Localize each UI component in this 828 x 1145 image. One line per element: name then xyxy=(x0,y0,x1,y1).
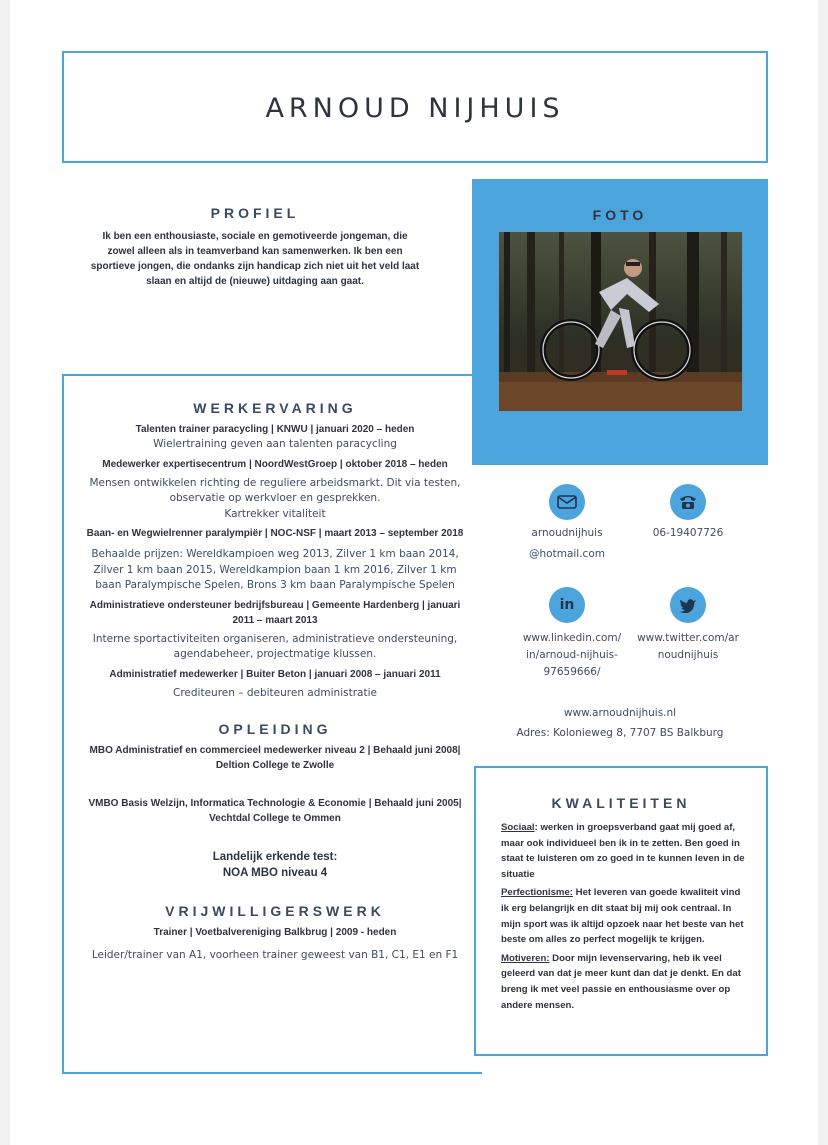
job-heading: Administratief medewerker | Buiter Beton | januari 2008 – januari 2011 xyxy=(109,668,441,680)
left-column-content xyxy=(80,400,470,964)
twitter-line-2: noudnijhuis xyxy=(657,649,719,661)
job-heading: Talenten trainer paracycling | KNWU | januari 2020 – heden xyxy=(135,424,415,435)
linkedin-url[interactable] xyxy=(512,630,632,681)
quality-label: Perfectionisme: xyxy=(501,887,573,899)
contact-section xyxy=(472,480,768,750)
email-address[interactable] xyxy=(502,526,632,562)
job-description: Interne sportactiviteiten organiseren, administratieve ondersteuning, agendabeheer, projectmatige klussen. xyxy=(92,632,458,660)
profiel-text: Ik ben een enthousiaste, sociale en gemotiveerde jongeman, die zowel alleen als in teamverband kan samenwerken. Ik ben een sportieve jongen, die ondanks zijn handicap zich niet uit het veld laat slaan en altijd de (nieuwe) uitdaging aan gaat. xyxy=(90,231,420,287)
linkedin-line-3: 97659666/ xyxy=(543,666,601,678)
volunteer-heading: Trainer | Voetbalvereniging Balkbrug | 2009 - heden xyxy=(153,927,397,938)
kwaliteiten-title: KWALITEITEN xyxy=(551,795,691,811)
twitter-url[interactable] xyxy=(632,630,744,664)
name-header-box xyxy=(62,51,768,163)
foto-panel xyxy=(472,179,768,465)
vrijwilligerswerk-title: VRIJWILLIGERSWERK xyxy=(165,903,385,919)
twitter-icon xyxy=(670,587,706,623)
job-heading: Baan- en Wegwielrenner paralympiër | NOC-NSF | maart 2013 – september 2018 xyxy=(86,528,464,539)
kwaliteiten-box xyxy=(474,766,768,1056)
quality-item xyxy=(501,885,751,947)
quality-item xyxy=(501,951,751,1013)
job-heading: Administratieve ondersteuner bedrijfsbureau | Gemeente Hardenberg | januari 2011 – maart 2013 xyxy=(89,599,461,626)
phone-icon xyxy=(670,484,706,520)
volunteer-description: Leider/trainer van A1, voorheen trainer geweest van B1, C1, E1 en F1 xyxy=(91,949,459,961)
phone-number[interactable]: 06-19407726 xyxy=(652,527,724,539)
test-label: Landelijk erkende test: xyxy=(212,851,338,863)
job-description: Mensen ontwikkelen richting de reguliere arbeidsmarkt. Dit via testen, observatie op werkvloer en gesprekken. xyxy=(89,476,461,504)
test-value: NOA MBO niveau 4 xyxy=(222,867,328,879)
address: Adres: Kolonieweg 8, 7707 BS Balkburg xyxy=(516,727,724,739)
linkedin-icon: in xyxy=(549,587,585,623)
job-description-extra: Kartrekker vitaliteit xyxy=(224,507,326,520)
werkervaring-title: WERKERVARING xyxy=(193,400,357,416)
quality-text: Het leveren van goede kwaliteit vind ik erg belangrijk en dit staat bij mij ook centraal. In mijn sport was ik altijd opzoek naar het beste van het beste om alles zo perfect mogelijk te krijgen. xyxy=(501,887,744,946)
job-description: Crediteuren – debiteuren administratie xyxy=(173,686,377,699)
education-item: MBO Administratief en commercieel medewerker niveau 2 | Behaald juni 2008| Deltion College te Zwolle xyxy=(89,745,461,771)
cyclist-photo-illustration xyxy=(499,232,742,411)
foto-title: FOTO xyxy=(592,207,648,223)
quality-item xyxy=(501,820,751,882)
education-item: VMBO Basis Welzijn, Informatica Technologie & Economie | Behaald juni 2005| Vechtdal College te Ommen xyxy=(88,798,462,824)
email-line-2: @hotmail.com xyxy=(529,547,605,560)
profile-photo xyxy=(499,232,742,411)
mail-icon xyxy=(549,484,585,520)
linkedin-line-2: in/arnoud-nijhuis- xyxy=(526,649,618,661)
kwaliteiten-list xyxy=(501,820,751,1016)
profiel-title: PROFIEL xyxy=(210,205,300,221)
job-heading: Medewerker expertisecentrum | NoordWestGroep | oktober 2018 – heden xyxy=(102,458,448,470)
quality-text: : werken in groepsverband gaat mij goed af, maar ook individueel ben ik in te zetten. Ben goed in staat te luisteren om zo goed in te kunnen leven in de situatie xyxy=(501,822,745,880)
opleiding-title: OPLEIDING xyxy=(218,721,332,737)
resume-page xyxy=(10,0,818,1145)
quality-label: Motiveren: xyxy=(501,952,550,964)
job-description: Wielertraining geven aan talenten paracycling xyxy=(153,438,397,450)
person-name: ARNOUD NIJHUIS xyxy=(265,93,565,124)
job-description: Behaalde prijzen: Wereldkampioen weg 2013, Zilver 1 km baan 2014, Zilver 1 km baan 2015, Wereldkampion baan 1 km 2016, Zilver 1 km baan Paralympische Spelen, Brons 3 km baan Paralympische Spelen xyxy=(91,548,459,591)
quality-text: Door mijn levenservaring, heb ik veel geleerd van dat je meer kunt dan dat je denkt. En dat breng ik met veel passie en enthousiasme over op andere mensen. xyxy=(501,952,741,1011)
profiel-section xyxy=(90,205,420,289)
twitter-line-1: www.twitter.com/ar xyxy=(637,632,739,644)
quality-label: Sociaal xyxy=(501,822,535,833)
website-url[interactable]: www.arnoudnijhuis.nl xyxy=(563,707,677,719)
linkedin-line-1: www.linkedin.com/ xyxy=(522,632,622,644)
email-line-1: arnoudnijhuis xyxy=(531,527,603,539)
